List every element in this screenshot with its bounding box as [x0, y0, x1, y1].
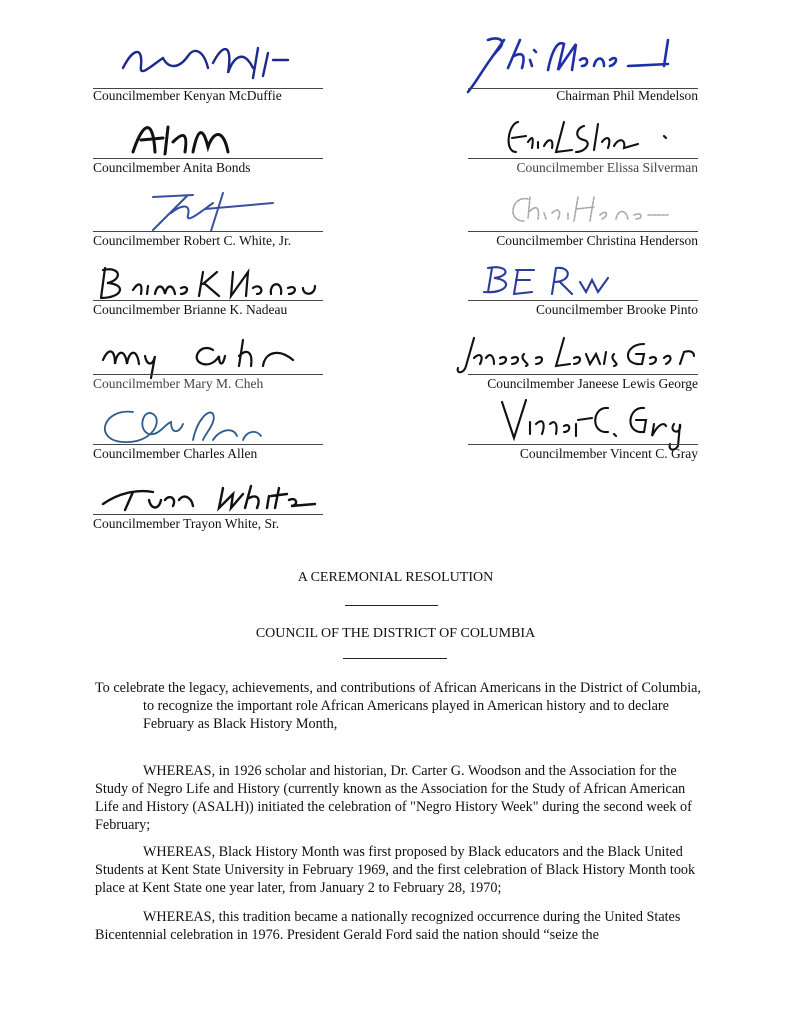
resolution-heading: A CEREMONIAL RESOLUTION: [297, 570, 494, 585]
signature-block-allen: [93, 400, 323, 466]
heading-divider: [345, 605, 438, 606]
signatory-name: Councilmember Kenyan McDuffie: [93, 88, 282, 103]
signature-scribble-henderson: [468, 185, 708, 235]
signatory-name: Councilmember Janeese Lewis George: [487, 376, 698, 391]
signature-block-trayon-white: [93, 470, 323, 536]
signature-scribble-mcduffie: [93, 38, 323, 88]
signatory-name: Councilmember Brianne K. Nadeau: [93, 302, 288, 317]
signature-line: [93, 514, 323, 515]
signature-block-pinto: [468, 258, 698, 324]
signatory-name: Councilmember Anita Bonds: [93, 160, 251, 175]
signature-block-mendelson: [468, 38, 698, 104]
signatory-name: Councilmember Brooke Pinto: [536, 302, 698, 317]
signatory-name: Councilmember Robert C. White, Jr.: [93, 233, 292, 248]
signature-line: [93, 300, 323, 301]
signature-block-lewis-george: [454, 330, 698, 396]
heading-divider: [343, 658, 447, 659]
purpose-paragraph: [95, 679, 707, 733]
signature-block-mcduffie: [93, 38, 323, 104]
signature-line: [93, 444, 323, 445]
purpose-text: To celebrate the legacy, achievements, and contributions of African Americans in the District of Columbia, to recognize the important role African Americans played in American history and to declare February as Black History Month,: [95, 680, 701, 732]
signature-block-henderson: [468, 185, 698, 251]
signature-line: [468, 300, 698, 301]
signatory-name: Councilmember Elissa Silverman: [516, 160, 698, 175]
signatory-name: Councilmember Christina Henderson: [496, 233, 698, 248]
signature-scribble-bonds: [93, 112, 323, 162]
signature-scribble-gray: [468, 394, 708, 454]
council-heading: COUNCIL OF THE DISTRICT OF COLUMBIA: [255, 626, 536, 641]
signature-line: [468, 374, 698, 375]
signatory-name: Councilmember Mary M. Cheh: [93, 376, 264, 391]
signatory-name: Councilmember Charles Allen: [93, 446, 258, 461]
signature-scribble-lewis-george: [454, 330, 714, 380]
signature-scribble-allen: [93, 400, 333, 450]
whereas-paragraph-1: [95, 762, 707, 834]
signatory-name: Councilmember Trayon White, Sr.: [93, 516, 280, 531]
signature-scribble-trayon-white: [93, 470, 333, 520]
signature-line: [468, 158, 698, 159]
signature-scribble-silverman: [468, 112, 708, 162]
signature-scribble-white-jr: [93, 185, 323, 235]
signatory-name: Chairman Phil Mendelson: [556, 88, 698, 103]
whereas-text: WHEREAS, Black History Month was first proposed by Black educators and the Black United Students at Kent State University in February 1969, and the first celebration of Black History Month took place at Kent State one year later, from January 2 to February 28, 1970;: [95, 844, 696, 896]
whereas-text: WHEREAS, this tradition became a nationally recognized occurrence during the United States Bicentennial celebration in 1976. President Gerald Ford said the nation should “seize the: [95, 909, 681, 943]
signature-block-white-jr: [93, 185, 323, 251]
signature-block-cheh: [93, 330, 323, 396]
whereas-paragraph-2: [95, 843, 707, 897]
signature-block-silverman: [468, 112, 698, 178]
signatory-name: Councilmember Vincent C. Gray: [519, 446, 698, 461]
whereas-paragraph-3: [95, 908, 707, 944]
signature-line: [93, 374, 323, 375]
signature-block-nadeau: [93, 258, 323, 324]
signature-line: [468, 231, 698, 232]
signature-line: [93, 158, 323, 159]
signature-line: [468, 444, 698, 445]
signature-line: [93, 231, 323, 232]
signature-scribble-cheh: [93, 330, 333, 380]
whereas-text: WHEREAS, in 1926 scholar and historian, Dr. Carter G. Woodson and the Association for the Study of Negro Life and History (currently known as the Association for the Study of African American Life and History (ASALH)) initiated the celebration of "Negro History Week" during the second week of February;: [95, 763, 692, 833]
signature-block-gray: [468, 400, 698, 466]
signature-block-bonds: [93, 112, 323, 178]
